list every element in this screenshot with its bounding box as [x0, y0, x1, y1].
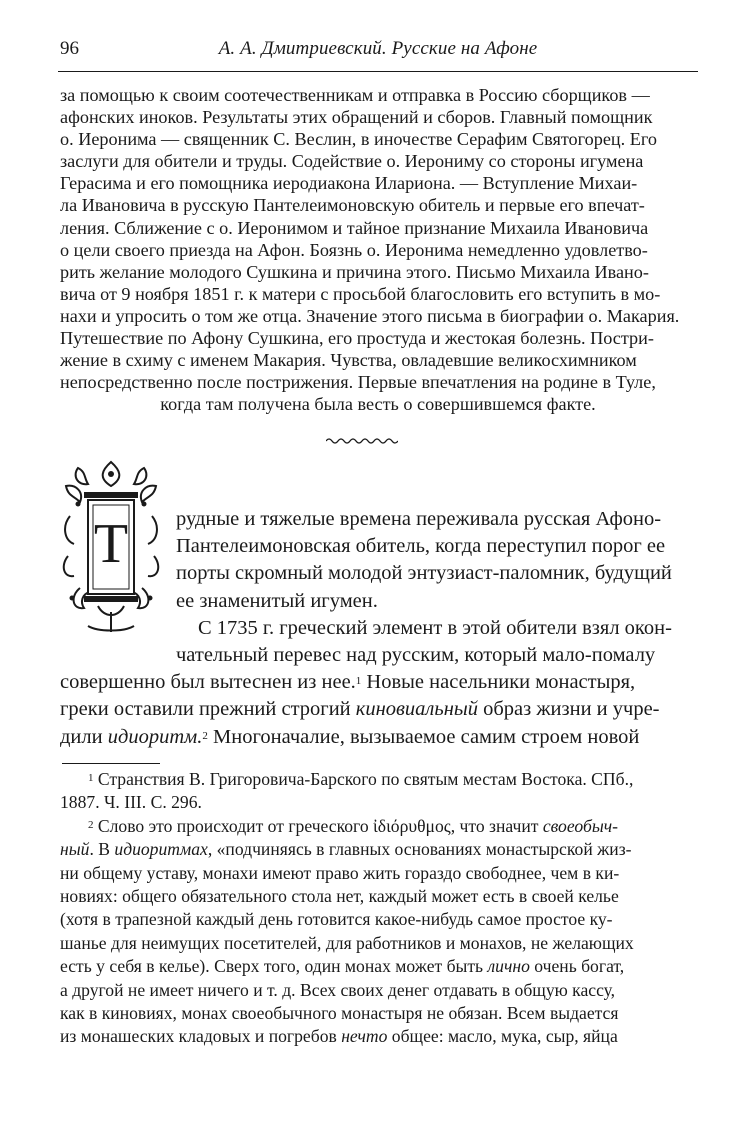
text-line: рудные и тяжелые времена переживала русская Афоно- — [176, 508, 662, 530]
footnote-line: а другой не имеет ничего и т. д. Всех своих денег отдавать в общую кассу, — [60, 979, 616, 1000]
page-number: 96 — [60, 38, 79, 59]
summary-line: ла Ивановича в русскую Пантелеимоновскую обитель и первые его впечат- — [60, 195, 645, 216]
summary-line: жение в схиму с именем Макария. Чувства, овладевшие великосхимником — [60, 350, 637, 371]
footnote-line: из монашеских кладовых и погребов нечто общее: масло, мука, сыр, яйца — [60, 1026, 618, 1047]
wavy-divider — [326, 436, 398, 446]
drop-cap-letter: Т — [93, 513, 129, 575]
header-rule — [58, 71, 698, 72]
text-line: С 1735 г. греческий элемент в этой обители взял окон- — [198, 616, 672, 639]
summary-line: за помощью к своим соотечественникам и отправка в Россию сборщиков — — [60, 85, 650, 105]
footnote-line: шанье для неимущих посетителей, для работников и монахов, не желающих — [60, 932, 634, 953]
summary-line: о цели своего приезда на Афон. Боязнь о. Иеронима немедленно удовлетво- — [60, 239, 648, 260]
footnote-2: $^2$ Слово это происходит от греческого ἰδιόρυθμος, что значит своеобыч- — [88, 815, 619, 836]
chapter-summary — [60, 84, 696, 415]
footnote-ref-2: 2 — [202, 729, 208, 742]
text-line: Пантелеимоновская обитель, когда переступил порог ее — [176, 535, 666, 558]
footnote-line: ный. В идиоритмах, «подчиняясь в главных основаниях монастырской жиз- — [60, 839, 632, 860]
summary-line: ления. Сближение с о. Иеронимом и тайное признание Михаила Ивановича — [60, 217, 649, 238]
footnote-ref-1: 1 — [355, 675, 362, 688]
footnote-line: ни общему уставу, монахи имеют право жить гораздо свободнее, чем в ки- — [60, 862, 620, 883]
footnotes — [60, 768, 696, 1049]
footnote-line: как в киновиях, монах своеобычного монастыря не обязан. Всем выдается — [60, 1002, 619, 1023]
summary-line: афонских иноков. Результаты этих обращений и сборов. Главный помощник — [60, 107, 653, 128]
footnote-line: (хотя в трапезной каждый день готовится какое-нибудь самое простое ку- — [60, 909, 613, 930]
summary-line: о. Иеронима — священник С. Веслин, в иночестве Серафим Святогорец. Его — [60, 129, 657, 150]
text-line: ее знаменитый игумен. — [176, 589, 378, 612]
footnote-line: новиях: общего обязательного стола нет, каждый может есть в своей келье — [60, 885, 619, 906]
text-line: дили идиоритм.$^2$ Многоначалие, вызываемое самим строем новой — [60, 725, 640, 748]
page-header — [58, 38, 698, 68]
text-line: греки оставили прежний строгий киновиальный образ жизни и учре- — [60, 698, 660, 721]
text-line: порты скромный молодой энтузиаст-паломник, будущий — [176, 562, 672, 585]
text-line: совершенно был вытеснен из нее.$^1$ Новые насельники монастыря, — [60, 671, 636, 694]
summary-line: рить желание молодого Сушкина и причина этого. Письмо Михаила Ивано- — [60, 261, 649, 282]
summary-line: нахи и упросить о том же отца. Значение этого письма в биографии о. Макария. — [60, 305, 680, 326]
footnote-line: есть у себя в келье). Сверх того, один монах может быть лично очень богат, — [60, 956, 625, 977]
summary-line: заслуги для обители и труды. Содействие о. Иерониму со стороны игумена — [60, 151, 644, 172]
text-line: чательный перевес над русским, который мало-помалу — [176, 643, 656, 666]
footnote-rule — [62, 763, 160, 764]
main-text — [60, 506, 696, 751]
summary-line: когда там получена была весть о совершившемся факте. — [160, 394, 596, 415]
summary-line: непосредственно после пострижения. Первые впечатления на родине в Туле, — [60, 372, 656, 393]
running-title: А. А. Дмитриевский. Русские на Афоне — [218, 38, 538, 59]
summary-line: Путешествие по Афону Сушкина, его простуда и жестокая болезнь. Постри- — [60, 328, 654, 349]
footnote-line: 1887. Ч. III. С. 296. — [60, 792, 202, 813]
greek-word: ἰδιόρυθμος — [373, 815, 451, 836]
summary-line: вича от 9 ноября 1851 г. к матери с просьбой благословить его вступить в мо- — [60, 283, 661, 304]
footnote-1: $^1$ Странствия В. Григоровича-Барского по святым местам Востока. СПб., — [88, 769, 634, 789]
summary-line: Герасима и его помощника иеродиакона Илариона. — Вступление Михаи- — [60, 173, 638, 194]
